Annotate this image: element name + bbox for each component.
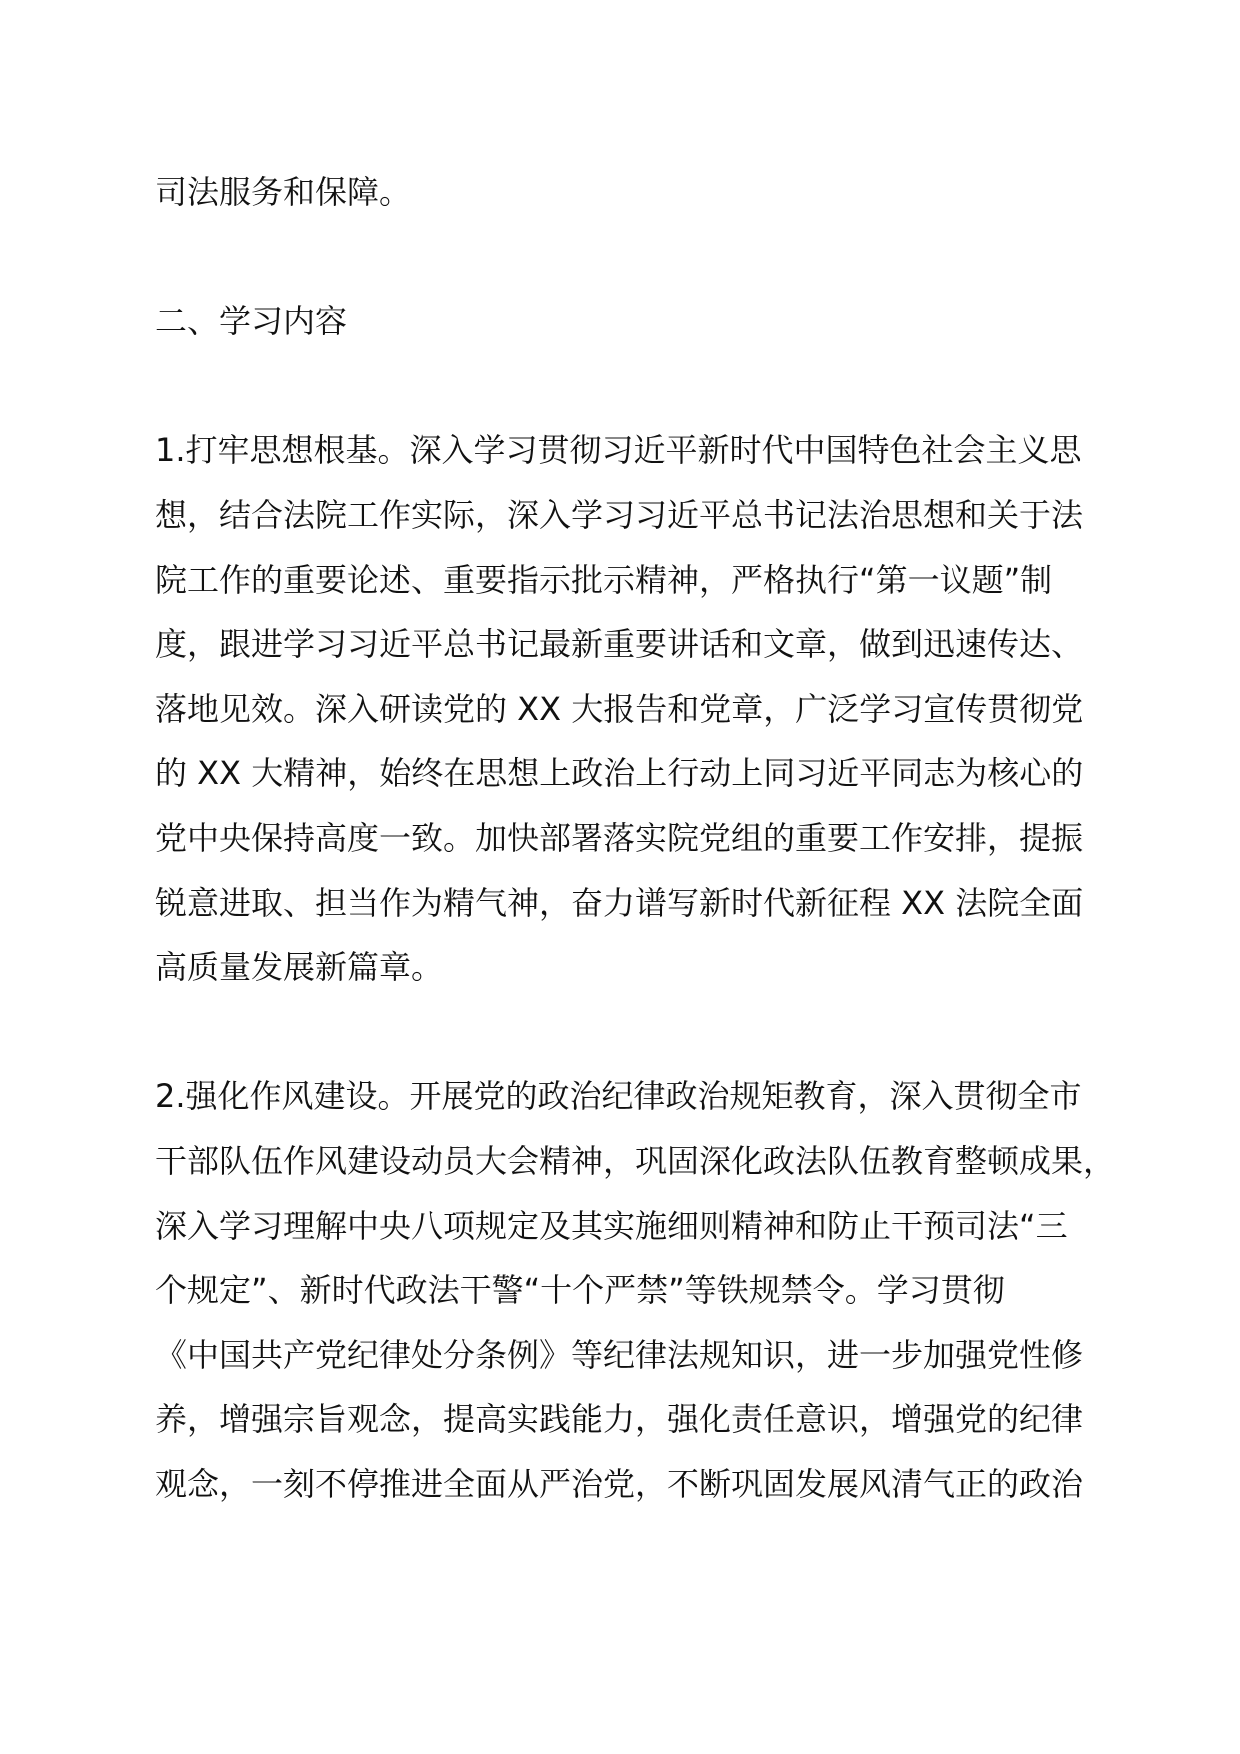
paragraph-2-line: 《中国共产党纪律处分条例》等纪律法规知识，进一步加强党性修 [155,1335,1084,1374]
intro-tail-text: 司法服务和保障。 [155,173,412,211]
paragraph-spacer [155,354,1085,419]
paragraph-2-line: 个规定”、新时代政法干警“十个严禁”等铁规禁令。学习贯彻 [155,1271,1005,1310]
paragraph-2 [155,1064,1116,1516]
paragraph-1-line: 度，跟进学习习近平总书记最新重要讲话和文章，做到迅速传达、 [155,625,1084,664]
paragraph-1-line: 党中央保持高度一致。加快部署落实院党组的重要工作安排，提振 [155,818,1084,857]
paragraph-2-line: 2.强化作风建设。开展党的政治纪律政治规矩教育，深入贯彻全市 [155,1077,1082,1116]
paragraph-1-line: 1.打牢思想根基。深入学习贯彻习近平新时代中国特色社会主义思 [155,431,1082,470]
paragraph-spacer [155,1000,1085,1065]
paragraph-1-line: 锐意进取、担当作为精气神，奋力谱写新时代新征程 XX 法院全面 [155,883,1084,922]
paragraph-1-line: 想，结合法院工作实际，深入学习习近平总书记法治思想和关于法 [155,495,1084,534]
document-body [155,160,1116,1516]
paragraph-2-line: 养，增强宗旨观念，提高实践能力，强化责任意识，增强党的纪律 [155,1400,1084,1439]
paragraph-1-line: 高质量发展新篇章。 [155,948,444,987]
paragraph-2-line: 观念，一刻不停推进全面从严治党，不断巩固发展风清气正的政治 [155,1464,1084,1503]
paragraph-1-line: 的 XX 大精神，始终在思想上政治上行动上同习近平同志为核心的 [155,754,1084,793]
section-heading: 二、学习内容 [155,302,348,341]
paragraph-2-line: 深入学习理解中央八项规定及其实施细则精神和防止干预司法“三 [155,1206,1068,1245]
paragraph-1-line: 院工作的重要论述、重要指示批示精神，严格执行“第一议题”制 [155,560,1053,599]
paragraph-1 [155,418,1085,999]
paragraph-spacer [155,225,1085,290]
paragraph-2-line: 干部队伍作风建设动员大会精神，巩固深化政法队伍教育整顿成果， [155,1141,1116,1180]
paragraph-1-line: 落地见效。深入研读党的 XX 大报告和党章，广泛学习宣传贯彻党 [155,689,1084,728]
